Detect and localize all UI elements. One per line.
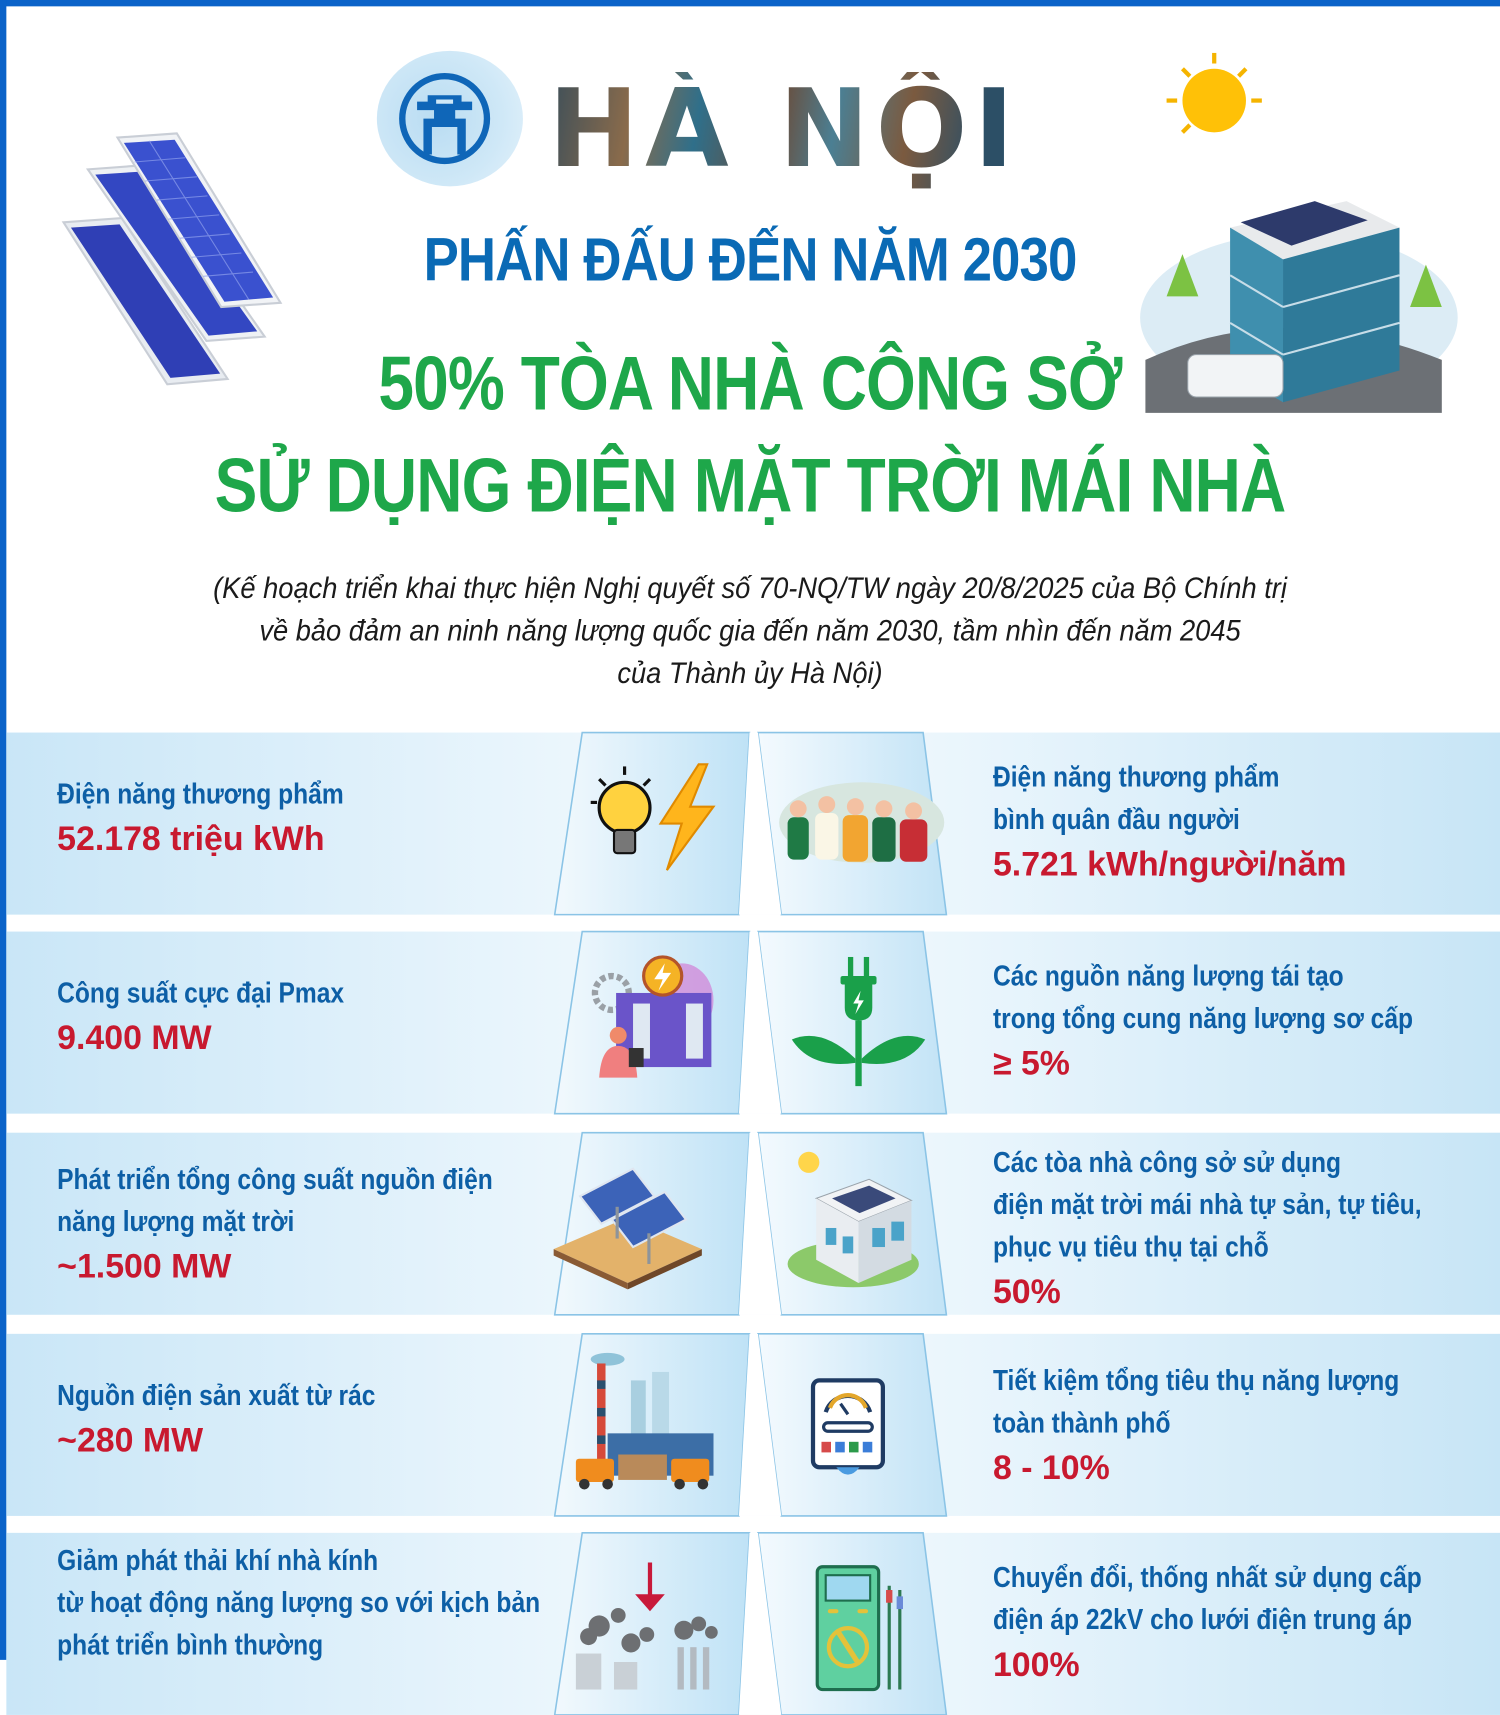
hanoi-logo — [377, 51, 523, 187]
stat-label: Các nguồn năng lượng tái tạo — [992, 960, 1344, 992]
waste-to-energy-plant-icon — [565, 1349, 724, 1497]
stat-label: bình quân đầu người — [992, 803, 1240, 836]
stat-label: Điện năng thương phẩm — [992, 761, 1280, 793]
headline-line-1: 50% TÒA NHÀ CÔNG SỞ — [378, 341, 1122, 427]
stat-label: phát triển bình thường — [57, 1629, 324, 1661]
stat-left — [57, 1158, 564, 1289]
stat-value: ~280 MW — [57, 1420, 204, 1459]
power-station-engineer-icon — [586, 953, 724, 1080]
stat-value: 9.400 MW — [57, 1018, 212, 1057]
stat-right — [993, 1556, 1492, 1687]
people-group-icon — [777, 775, 946, 870]
stat-right — [993, 955, 1481, 1086]
stat-label: toàn thành phố — [992, 1406, 1171, 1439]
stat-label: Chuyển đổi, thống nhất sử dụng cấp — [992, 1561, 1422, 1594]
house-solar-roof-icon — [779, 1148, 927, 1296]
stat-label: Tiết kiệm tổng tiêu thụ năng lượng — [992, 1364, 1400, 1397]
stat-label: Điện năng thương phẩm — [57, 778, 344, 810]
lightbulb-lightning-icon — [584, 760, 722, 876]
stat-label: Phát triển tổng công suất nguồn điện — [57, 1163, 493, 1196]
stat-value: 50% — [992, 1272, 1061, 1311]
stat-label: điện mặt trời mái nhà tự sản, tự tiêu, — [992, 1188, 1422, 1221]
intro-line-3: của Thành ủy Hà Nội) — [617, 656, 883, 690]
intro-line-1: (Kế hoạch triển khai thực hiện Nghị quyết số 70-NQ/TW ngày 20/8/2025 của Bộ Chính trị — [213, 571, 1287, 605]
stat-right — [993, 756, 1347, 887]
stat-label: Các tòa nhà công sở sử dụng — [992, 1146, 1342, 1179]
stat-value: 52.178 triệu kWh — [57, 819, 325, 858]
stat-value: 100% — [992, 1645, 1080, 1684]
plug-plant-icon — [790, 953, 928, 1091]
headline-line-2: SỬ DỤNG ĐIỆN MẶT TRỜI MÁI NHÀ — [214, 443, 1286, 529]
stat-label: năng lượng mặt trời — [57, 1205, 295, 1238]
solar-farm-icon — [548, 1154, 707, 1292]
stat-label: phục vụ tiêu thụ tại chỗ — [992, 1231, 1269, 1263]
intro-line-2: về bảo đảm an ninh năng lượng quốc gia đến năm 2030, tầm nhìn đến năm 2045 — [259, 613, 1241, 647]
subtitle: PHẤN ĐẤU ĐẾN NĂM 2030 — [423, 225, 1077, 295]
stat-left — [57, 972, 391, 1061]
stat-value: 8 - 10% — [992, 1448, 1110, 1487]
stat-value: ~1.500 MW — [57, 1247, 232, 1286]
stat-label: Công suất cực đại Pmax — [57, 977, 345, 1009]
hanoi-emblem-icon — [396, 70, 493, 167]
stat-right — [993, 1359, 1465, 1490]
stat-label: Giảm phát thải khí nhà kính — [57, 1544, 379, 1577]
multimeter-icon — [813, 1565, 908, 1692]
stat-label: Nguồn điện sản xuất từ rác — [57, 1379, 376, 1412]
stat-value: ≥ 5% — [992, 1043, 1070, 1082]
stat-left — [57, 773, 390, 862]
stat-left — [57, 1539, 619, 1666]
energy-meter-icon — [807, 1376, 892, 1482]
stat-right — [993, 1141, 1491, 1315]
brand-title: HÀ NỘI — [548, 66, 1021, 193]
stat-row-2 — [6, 932, 1500, 1114]
stat-row-3 — [6, 1133, 1500, 1315]
intro-text — [60, 567, 1440, 694]
stat-value: 5.721 kWh/người/năm — [992, 844, 1347, 883]
stat-label: điện áp 22kV cho lưới điện trung áp — [992, 1603, 1413, 1636]
stat-label: từ hoạt động năng lượng so với kịch bản — [57, 1586, 541, 1619]
stat-left — [57, 1374, 427, 1463]
stat-row-4 — [6, 1334, 1500, 1516]
frame-border-top — [0, 0, 1500, 6]
stat-row-5 — [6, 1533, 1500, 1715]
stat-label: trong tổng cung năng lượng sơ cấp — [992, 1002, 1414, 1035]
stat-row-1 — [6, 733, 1500, 915]
